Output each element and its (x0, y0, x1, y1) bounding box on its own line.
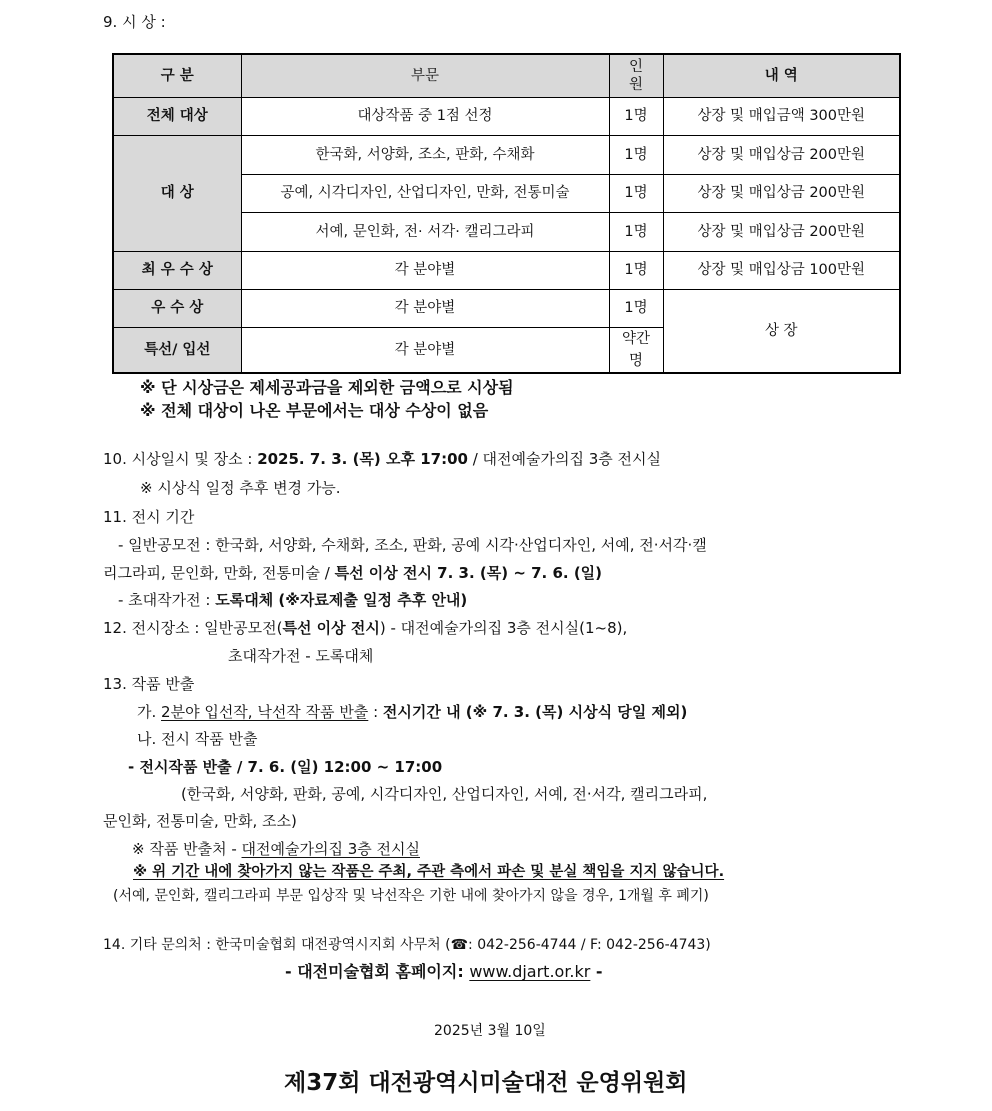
row-category: 전체 대상 (113, 97, 241, 135)
table-row (113, 97, 900, 135)
document-date: 2025년 3월 10일 (434, 1023, 546, 1039)
section-10-label: 10. 시상일시 및 장소 : (103, 450, 258, 468)
row-division: 한국화, 서양화, 조소, 판화, 수채화 (241, 135, 609, 174)
general-exhibit-line: - 일반공모전 : 한국화, 서양화, 수채화, 조소, 판화, 공예 시각·산업디자인, 서예, 전·서각·캘 (118, 536, 707, 554)
row-detail: 상장 및 매입상금 200만원 (663, 212, 900, 251)
homepage-link[interactable]: www.djart.or.kr (469, 962, 591, 981)
return-divisions-2: 문인화, 전통미술, 만화, 조소) (103, 812, 297, 830)
table-row (113, 251, 900, 289)
section-10 (103, 449, 661, 469)
row-category: 최 우 수 상 (113, 251, 241, 289)
row-division: 서예, 문인화, 전· 서각· 캘리그라피 (241, 212, 609, 251)
section-13-ga: 가. 2분야 입선작, 낙선작 작품 반출 : 전시기간 내 (※ 7. 3. (목) 시상식 당일 제외) (137, 703, 688, 721)
row-count: 1명 (609, 97, 663, 135)
row-division: 각 분야별 (241, 289, 609, 327)
row-count: 1명 (609, 289, 663, 327)
note-grand-prize: ※ 전체 대상이 나온 부문에서는 대상 수상이 없음 (140, 401, 489, 420)
row-count: 1명 (609, 212, 663, 251)
table-row (113, 289, 900, 327)
row-division: 공예, 시각디자인, 산업디자인, 만화, 전통미술 (241, 174, 609, 212)
special-exhibit-period: 특선 이상 전시 7. 3. (목) ~ 7. 6. (일) (334, 564, 603, 582)
row-count: 1명 (609, 251, 663, 289)
row-detail: 상장 및 매입상금 100만원 (663, 251, 900, 289)
row-category: 대 상 (113, 135, 241, 251)
disposal-note: (서예, 문인화, 캘리그라피 부문 입상작 및 낙선작은 기한 내에 찾아가지 않을 경우, 1개월 후 폐기) (113, 888, 709, 904)
row-category: 특선/ 입선 (113, 327, 241, 373)
homepage-line: - 대전미술협회 홈페이지: www.djart.or.kr - (285, 962, 603, 981)
section-13-title: 13. 작품 반출 (103, 675, 195, 693)
row-detail: 상장 및 매입금액 300만원 (663, 97, 900, 135)
ceremony-datetime: 2025. 7. 3. (목) 오후 17:00 (257, 450, 468, 468)
ceremony-place: / 대전예술가의집 3층 전시실 (467, 450, 662, 468)
contact-line: 14. 기타 문의처 : 한국미술협회 대전광역시지회 사무처 (☎: 042-256-4744 / F: 042-256-4743) (103, 937, 711, 953)
warning-text: ※ 위 기간 내에 찾아가지 않는 작품은 주최, 주관 측에서 파손 및 분실 책임을 지지 않습니다. (133, 864, 725, 880)
section-9-title: 9. 시 상 : (103, 13, 166, 31)
organizer-name: 제37회 대전광역시미술대전 운영위원회 (284, 1070, 688, 1096)
awards-table (112, 53, 901, 374)
section-12: 12. 전시장소 : 일반공모전(특선 이상 전시) - 대전예술가의집 3층 전시실(1~8), (103, 619, 628, 637)
invited-artist-note: 도록대체 (※자료제출 일정 추후 안내) (215, 591, 468, 609)
section-11-title: 11. 전시 기간 (103, 508, 195, 526)
row-category: 우 수 상 (113, 289, 241, 327)
row-detail: 상장 및 매입상금 200만원 (663, 135, 900, 174)
row-count: 1명 (609, 135, 663, 174)
return-period: - 전시작품 반출 / 7. 6. (일) 12:00 ~ 17:00 (128, 758, 443, 776)
row-count: 1명 (609, 174, 663, 212)
note-prize-tax: ※ 단 시상금은 제세공과금을 제외한 금액으로 시상됨 (140, 378, 514, 397)
header-division: 부문 (241, 54, 609, 97)
section-13-na: 나. 전시 작품 반출 (137, 730, 258, 748)
row-division: 각 분야별 (241, 327, 609, 373)
header-count: 인 원 (609, 54, 663, 97)
section-12-invited: 초대작가전 - 도록대체 (228, 647, 374, 665)
table-header-row (113, 54, 900, 97)
row-detail: 상장 및 매입상금 200만원 (663, 174, 900, 212)
return-place: ※ 작품 반출처 - 대전예술가의집 3층 전시실 (132, 840, 420, 858)
row-detail: 상 장 (663, 289, 900, 373)
invited-artist-line: - 초대작가전 : 도록대체 (※자료제출 일정 추후 안내) (118, 591, 468, 609)
row-count: 약간 명 (609, 327, 663, 373)
header-detail: 내 역 (663, 54, 900, 97)
row-division: 각 분야별 (241, 251, 609, 289)
row-division: 대상작품 중 1점 선정 (241, 97, 609, 135)
return-divisions-1: (한국화, 서양화, 판화, 공예, 시각디자인, 산업디자인, 서예, 전·서각, 캘리그라피, (181, 785, 708, 803)
ceremony-note: ※ 시상식 일정 추후 변경 가능. (140, 479, 341, 497)
header-category: 구 분 (113, 54, 241, 97)
table-row (113, 135, 900, 174)
general-exhibit-line-2: 리그라피, 문인화, 만화, 전통미술 / 특선 이상 전시 7. 3. (목) ~ 7. 6. (일) (103, 564, 603, 582)
